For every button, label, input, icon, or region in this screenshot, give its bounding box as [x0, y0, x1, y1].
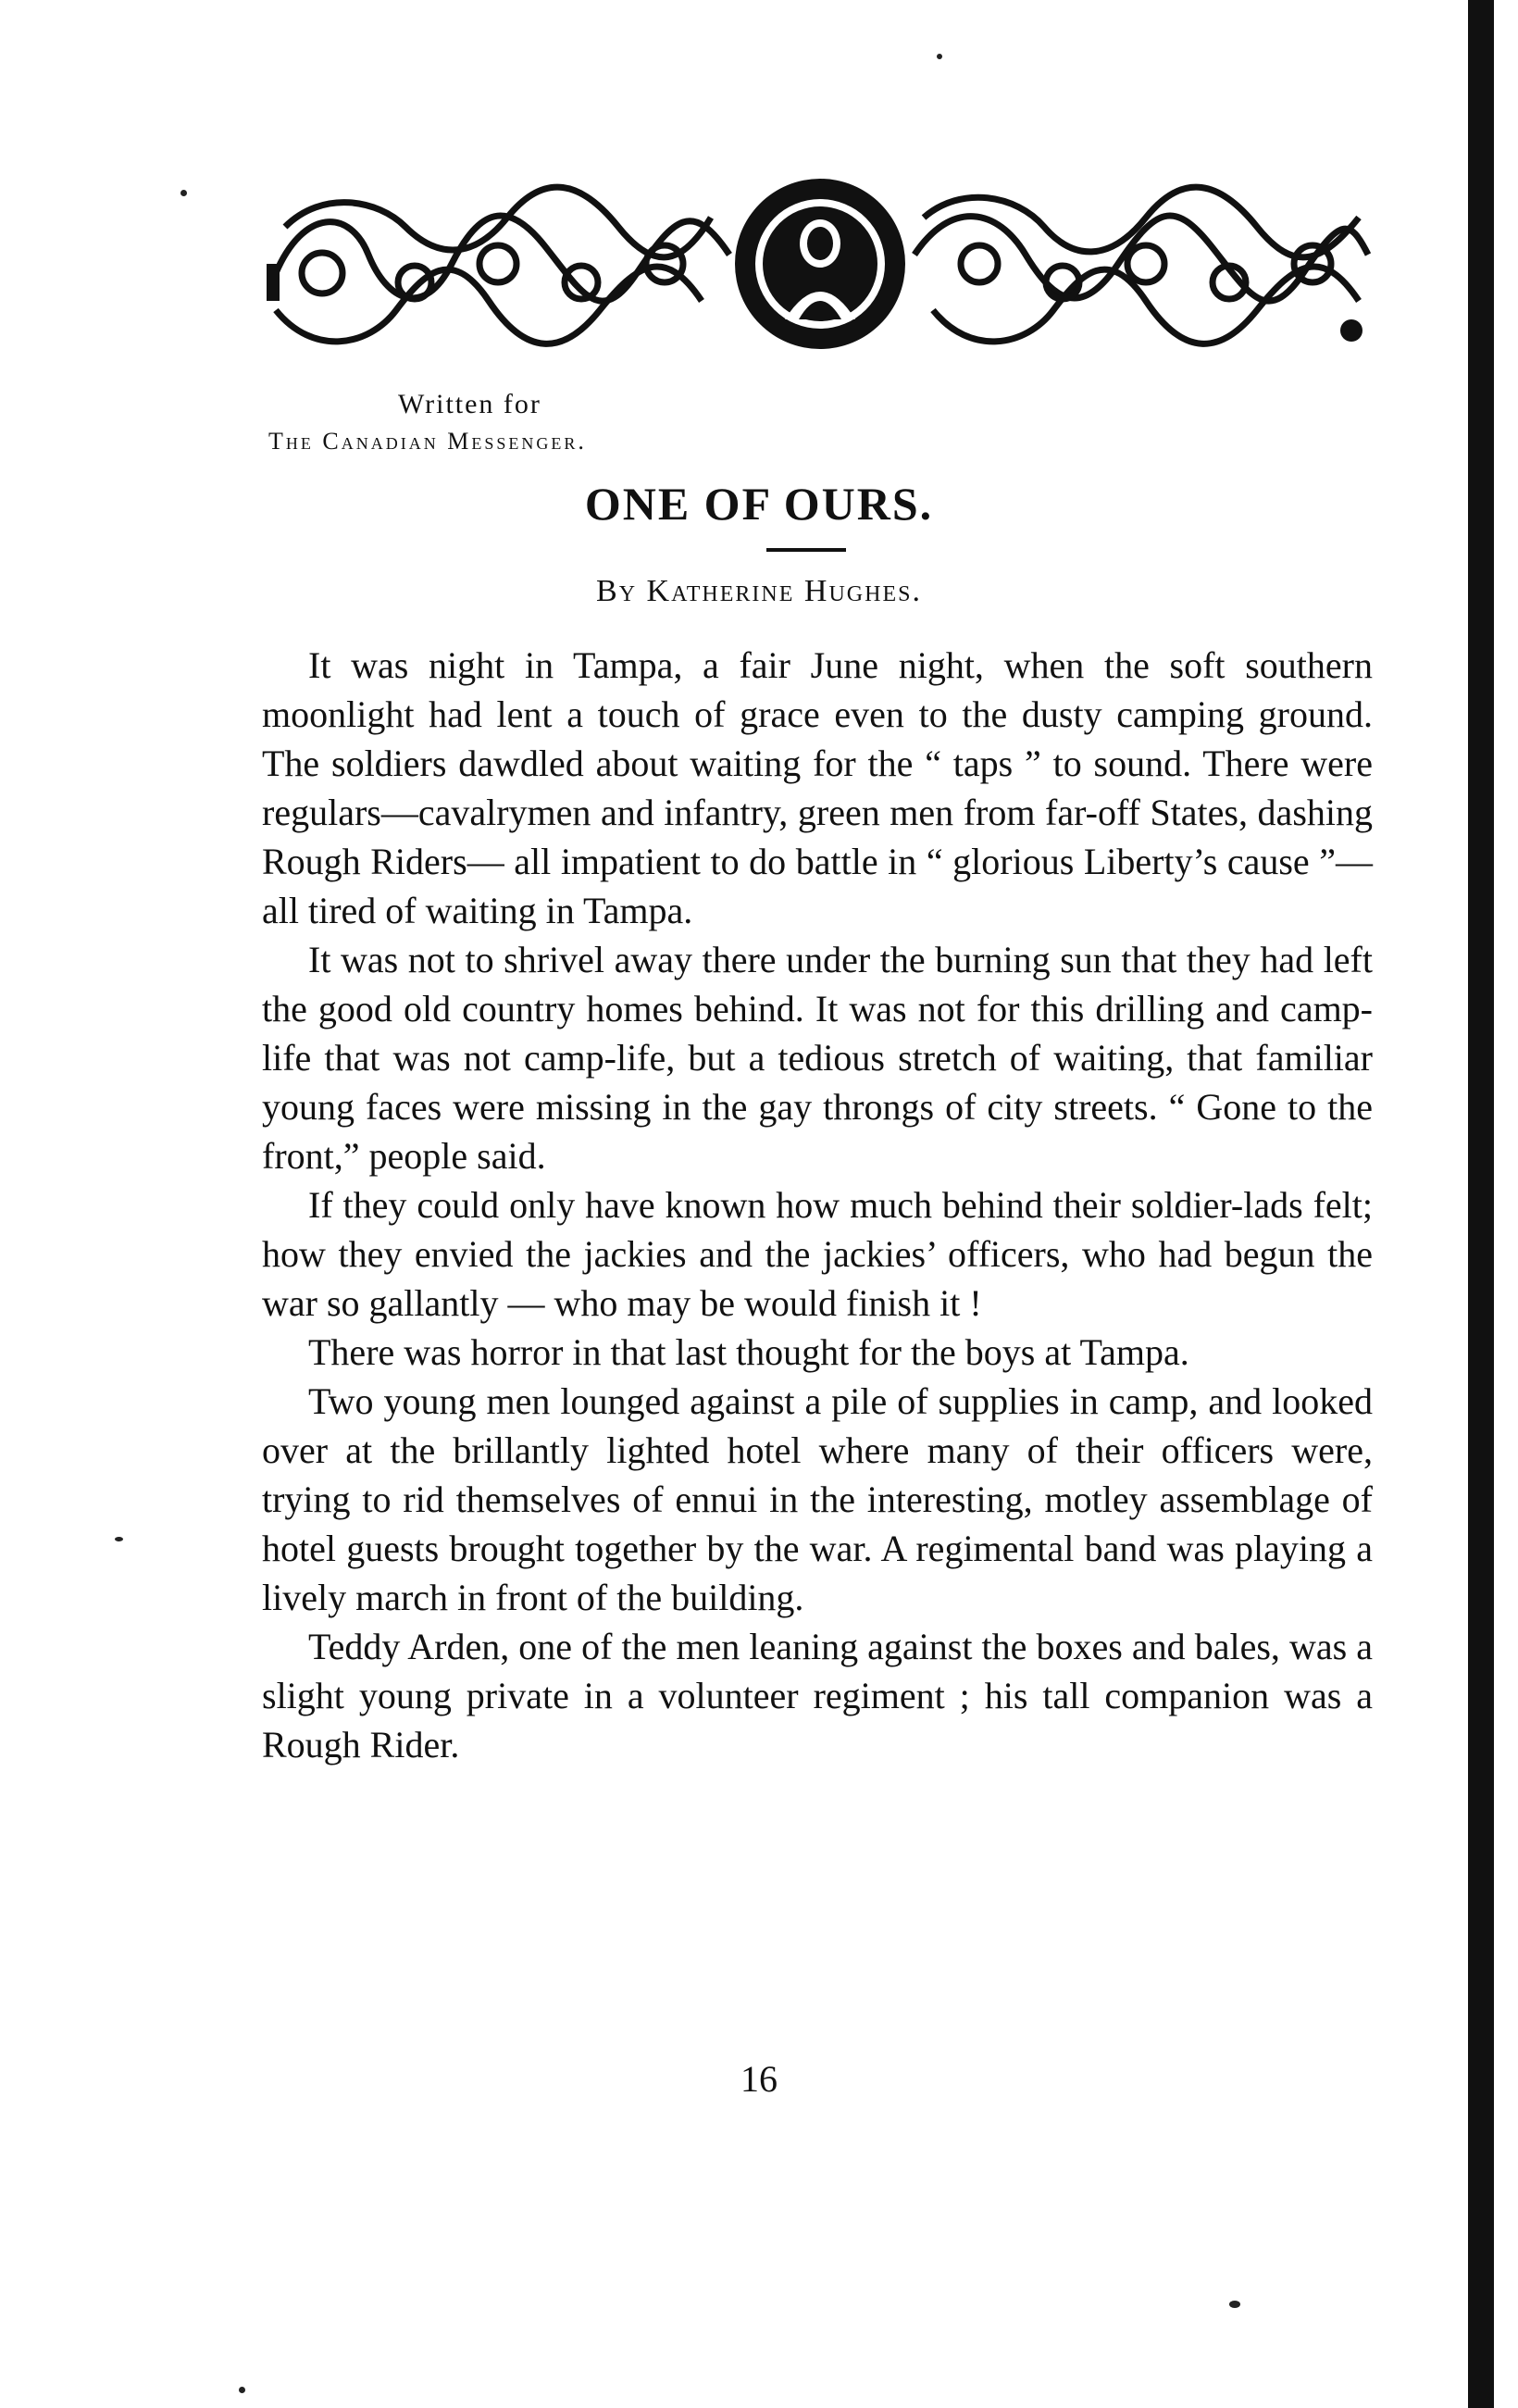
print-speck [1229, 2301, 1240, 2308]
paragraph: If they could only have known how much behind their soldier-lads felt; how they envied the jackies and the jackies’ officers, who had begun the war so gallantly — who may be would finish it ! [262, 1184, 1373, 1324]
credit-publication: The Canadian Messenger. [268, 428, 587, 455]
page-edge-shadow [1468, 0, 1494, 2408]
print-speck [115, 1537, 123, 1541]
paragraph: Two young men lounged against a pile of supplies in camp, and looked over at the brillantly lighted hotel where many of their officers were, trying to rid themselves of ennui in the interesting, motley assemblage of hotel guests brought together by the war. A regimental band was playing a lively march in front of the building. [262, 1380, 1373, 1618]
credit-written-for: Written for [398, 389, 541, 419]
title-rule [766, 548, 846, 552]
story-title: ONE OF OURS. [584, 478, 934, 530]
page-number: 16 [740, 2058, 778, 2100]
author-byline: By Katherine Hughes. [596, 574, 922, 608]
print-speck [937, 54, 942, 59]
print-speck [180, 190, 187, 196]
paragraph: It was night in Tampa, a fair June night, when the soft southern moonlight had lent a touch of grace even to the dusty camping ground. The soldiers dawdled about waiting for the “ taps ” to sound. There were regulars—cavalrymen and infantry, green men from far-off States, dashing Rough Riders— all impatient to do battle in “ glorious Liberty’s cause ”—all tired of waiting in Tampa. [262, 644, 1373, 931]
decorative-header-ornament [267, 171, 1374, 370]
paragraph: There was horror in that last thought for the boys at Tampa. [308, 1331, 1189, 1373]
story-body [262, 641, 1373, 1769]
paragraph: Teddy Arden, one of the men leaning against the boxes and bales, was a slight young private in a volunteer regiment ; his tall companion was a Rough Rider. [262, 1626, 1373, 1765]
print-speck [239, 2387, 245, 2393]
paragraph: It was not to shrivel away there under the burning sun that they had left the good old country homes behind. It was not for this drilling and camp-life that was not camp-life, but a tedious stretch of waiting, that familiar young faces were missing in the gay throngs of city streets. “ Gone to the front,” people said. [262, 939, 1373, 1177]
